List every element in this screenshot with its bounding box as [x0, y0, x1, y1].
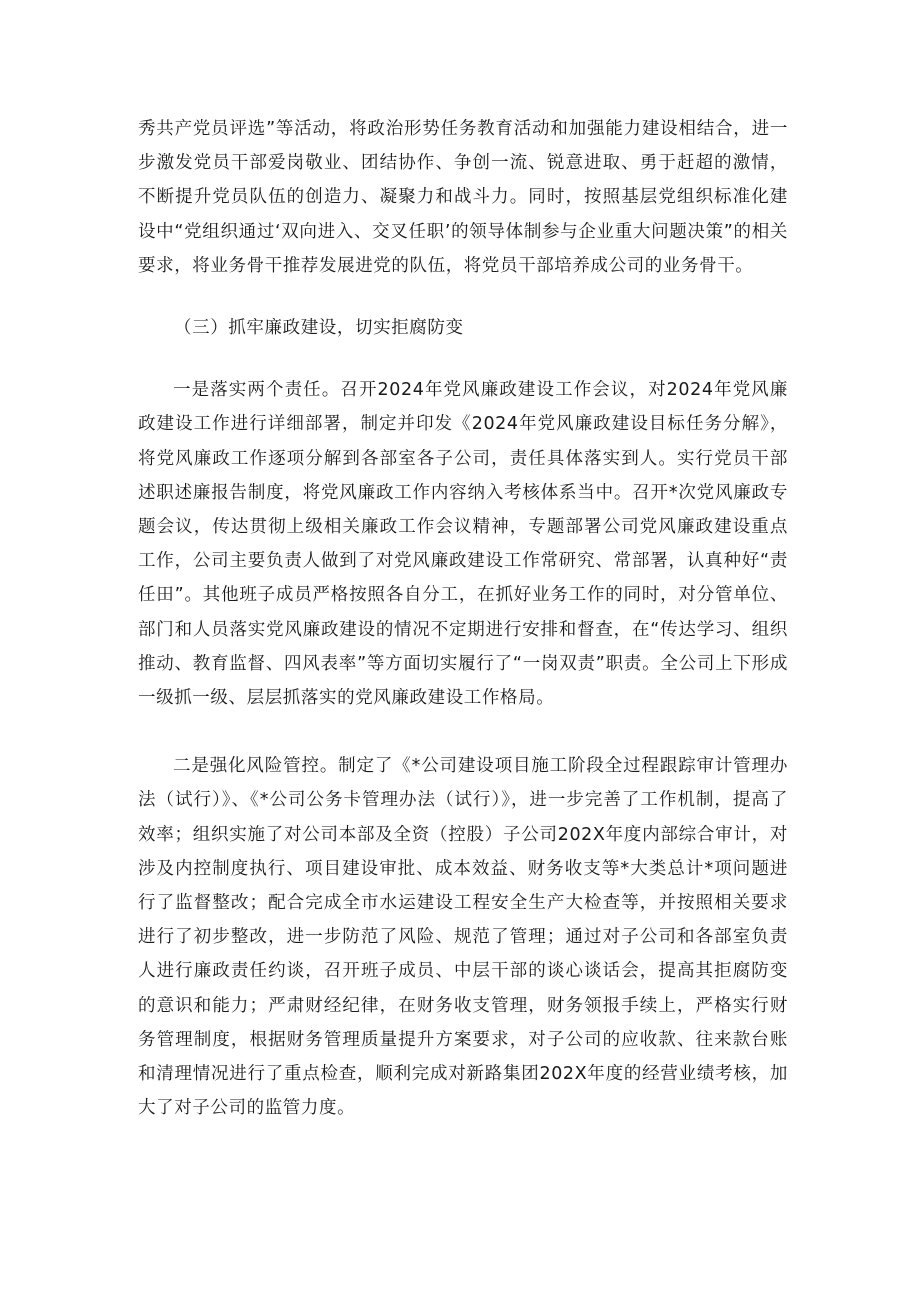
paragraph-continuation: 秀共产党员评选”等活动，将政治形势任务教育活动和加强能力建设相结合，进一步激发党员干部爱岗敬业、团结协作、争创一流、锐意进取、勇于赶超的激情，不断提升党员队伍的创造力、凝聚力和战斗力。同时，按照基层党组织标准化建设中“党组织通过‘双向进入、交叉任职’的领导体制参与企业重大问题决策”的相关要求，将业务骨干推荐发展进党的队伍，将党员干部培养成公司的业务骨干。: [138, 119, 788, 276]
paragraph-gap: [138, 283, 788, 311]
paragraph-gap: [138, 345, 788, 373]
document-body: [138, 112, 788, 1125]
paragraph-gap: [138, 715, 788, 749]
paragraph-responsibility: 一是落实两个责任。召开2024年党风廉政建设工作会议，对2024年党风廉政建设工作进行详细部署，制定并印发《2024年党风廉政建设目标任务分解》，将党风廉政工作逐项分解到各部室各子公司，责任具体落实到人。实行党员干部述职述廉报告制度，将党风廉政工作内容纳入考核体系当中。召开*次党风廉政专题会议，传达贯彻上级相关廉政工作会议精神，专题部署公司党风廉政建设重点工作，公司主要负责人做到了对党风廉政建设工作常研究、常部署，认真种好“责任田”。其他班子成员严格按照各自分工，在抓好业务工作的同时，对分管单位、部门和人员落实党风廉政建设的情况不定期进行安排和督查，在“传达学习、组织推动、教育监督、四风表率”等方面切实履行了“一岗双责”职责。全公司上下形成一级抓一级、层层抓落实的党风廉政建设工作格局。: [138, 380, 788, 709]
paragraph-risk-control: 二是强化风险管控。制定了《*公司建设项目施工阶段全过程跟踪审计管理办法（试行）》、《*公司公务卡管理办法（试行）》，进一步完善了工作机制，提高了效率；组织实施了对公司本部及全资（控股）子公司202X年度内部综合审计，对涉及内控制度执行、项目建设审批、成本效益、财务收支等*大类总计*项问题进行了监督整改；配合完成全市水运建设工程安全生产大检查等，并按照相关要求进行了初步整改，进一步防范了风险、规范了管理；通过对子公司和各部室负责人进行廉政责任约谈，召开班子成员、中层干部的谈心谈话会，提高其拒腐防变的意识和能力；严肃财经纪律，在财务收支管理，财务领报手续上，严格实行财务管理制度，根据财务管理质量提升方案要求，对子公司的应收款、往来款台账和清理情况进行了重点检查，顺利完成对新路集团202X年度的经营业绩考核，加大了对子公司的监管力度。: [138, 756, 788, 1119]
section-heading: （三）抓牢廉政建设，切实拒腐防变: [174, 318, 464, 339]
